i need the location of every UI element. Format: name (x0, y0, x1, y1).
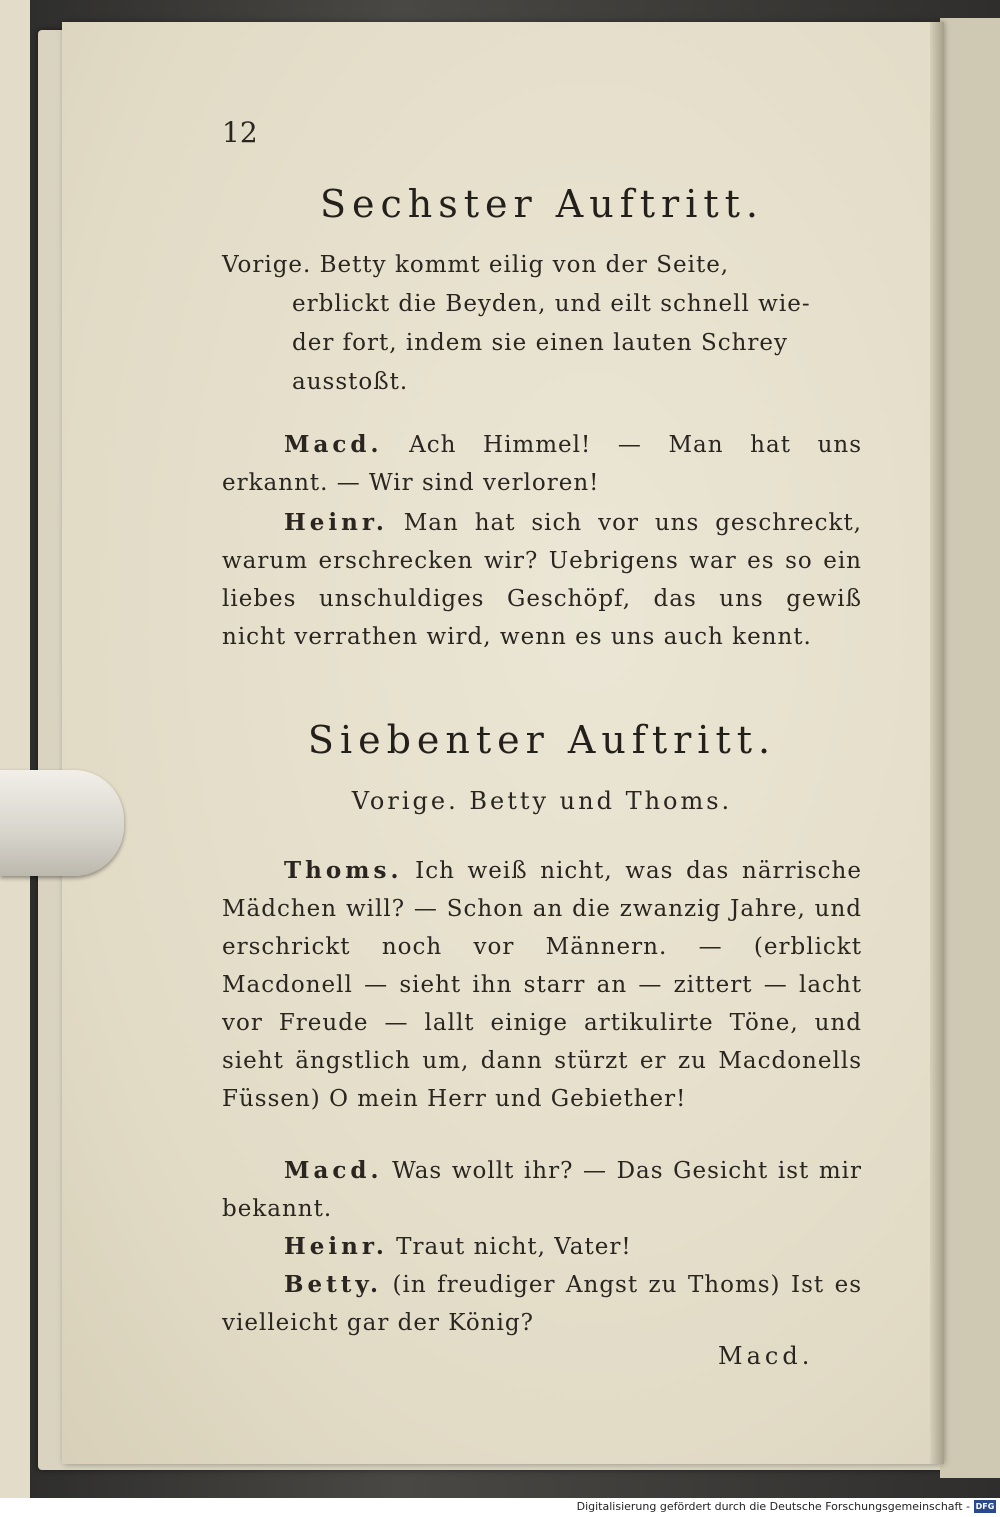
scene-6-stage-direction-2: erblickt die Beyden, und eilt schnell wie- (292, 291, 811, 317)
dialogue-text: Traut nicht, Vater! (387, 1234, 632, 1260)
dialogue-paragraph (222, 504, 862, 656)
scene-6-stage-direction-4: ausstoßt. (292, 369, 409, 395)
footer-bar (0, 1498, 1000, 1517)
dialogue-paragraph (222, 1266, 862, 1342)
right-page-edge (940, 18, 1000, 1478)
speaker-name: Heinr. (284, 1233, 388, 1260)
catchword: Macd. (718, 1342, 814, 1370)
dialogue-paragraph (222, 426, 862, 502)
speaker-name: Betty. (284, 1271, 383, 1298)
dialogue-text: Man hat sich vor uns geschreckt, warum erschrecken wir? Uebrigens war es so ein liebes unschuldiges Geschöpf, das uns gewiß nicht verrathen wird, wenn es uns auch kennt. (222, 510, 862, 650)
funding-notice: Digitalisierung gefördert durch die Deutsche Forschungsgemeinschaft - (576, 1500, 970, 1513)
speaker-name: Macd. (284, 431, 383, 458)
page-gutter (930, 22, 944, 1464)
bookmark-tab (0, 770, 124, 876)
dialogue-paragraph (222, 852, 862, 1118)
scene-6-stage-direction-1: Vorige. Betty kommt eilig von der Seite, (222, 252, 730, 278)
book-edge (0, 0, 30, 1500)
scene-6-heading: Sechster Auftritt. (320, 182, 764, 226)
dialogue-text: Was wollt ihr? — Das Gesicht ist mir bekannt. (222, 1158, 862, 1222)
dfg-logo-icon: DFG (975, 1502, 995, 1511)
speaker-name: Macd. (284, 1157, 383, 1184)
scene-7-heading: Siebenter Auftritt. (307, 718, 777, 762)
dialogue-text: Ich weiß nicht, was das närrische Mädchen will? — Schon an die zwanzig Jahre, und erschrickt noch vor Männern. — (erblickt Macdonell — sieht ihn starr an — zittert — lacht vor Freude — lallt einige artikulirte Töne, und sieht ängstlich um, dann stürzt er zu Macdonells Füssen) O mein Herr und Gebiether! (222, 858, 862, 1112)
dialogue-paragraph (222, 1228, 862, 1266)
dialogue-text: (in freudiger Angst zu Thoms) Ist es vielleicht gar der König? (222, 1272, 862, 1336)
speaker-name: Heinr. (284, 509, 388, 536)
scene-6-stage-direction-3: der fort, indem sie einen lauten Schrey (292, 330, 788, 356)
speaker-name: Thoms. (284, 857, 403, 884)
dialogue-text: Ach Himmel! — Man hat uns erkannt. — Wir sind verloren! (222, 432, 862, 496)
page-number: 12 (222, 116, 258, 149)
dialogue-paragraph (222, 1152, 862, 1228)
scene-7-stage-direction: Vorige. Betty und Thoms. (351, 787, 733, 815)
